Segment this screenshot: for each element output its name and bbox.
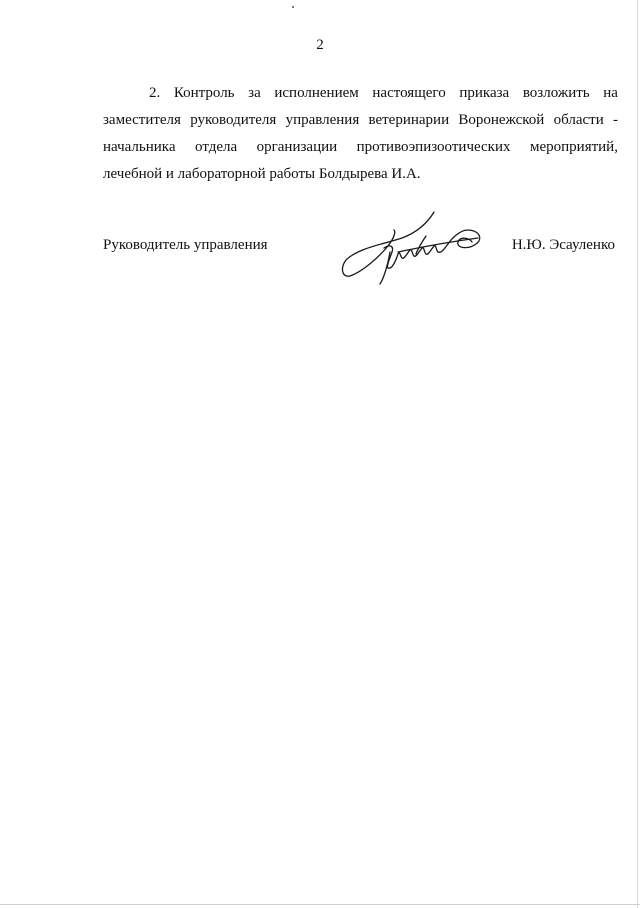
word: мероприятий,: [530, 139, 618, 155]
word: на: [603, 85, 618, 101]
order-paragraph: [103, 80, 618, 188]
scan-edge-bottom: [0, 904, 640, 905]
word: за: [248, 85, 261, 101]
word: Воронежской: [458, 112, 545, 128]
word: приказа: [459, 85, 510, 101]
word: возложить: [522, 85, 590, 101]
paragraph-line-1: [103, 80, 618, 107]
word: руководителя: [190, 112, 277, 128]
word: отдела: [195, 139, 238, 155]
handwritten-signature-icon: [338, 208, 498, 288]
word: противоэпизоотических: [356, 139, 511, 155]
scan-speck: [292, 6, 294, 8]
word: начальника: [103, 139, 176, 155]
word: области: [553, 112, 604, 128]
paragraph-line-3: [103, 134, 618, 161]
word: Контроль: [173, 85, 235, 101]
word: управления: [285, 112, 360, 128]
word: организации: [256, 139, 338, 155]
word: настоящего: [372, 85, 446, 101]
paragraph-line-2: [103, 107, 618, 134]
word: 2.: [149, 85, 161, 101]
page-number: 2: [316, 37, 324, 53]
paragraph-line-4: лечебной и лабораторной работы Болдырева И.А.: [103, 166, 421, 182]
signatory-title: Руководитель управления: [103, 237, 268, 253]
word: заместителя: [103, 112, 181, 128]
scan-edge-right: [637, 0, 638, 908]
word: ветеринарии: [368, 112, 450, 128]
signatory-name: Н.Ю. Эсауленко: [511, 237, 615, 253]
word: исполнением: [274, 85, 359, 101]
word: -: [612, 112, 618, 128]
